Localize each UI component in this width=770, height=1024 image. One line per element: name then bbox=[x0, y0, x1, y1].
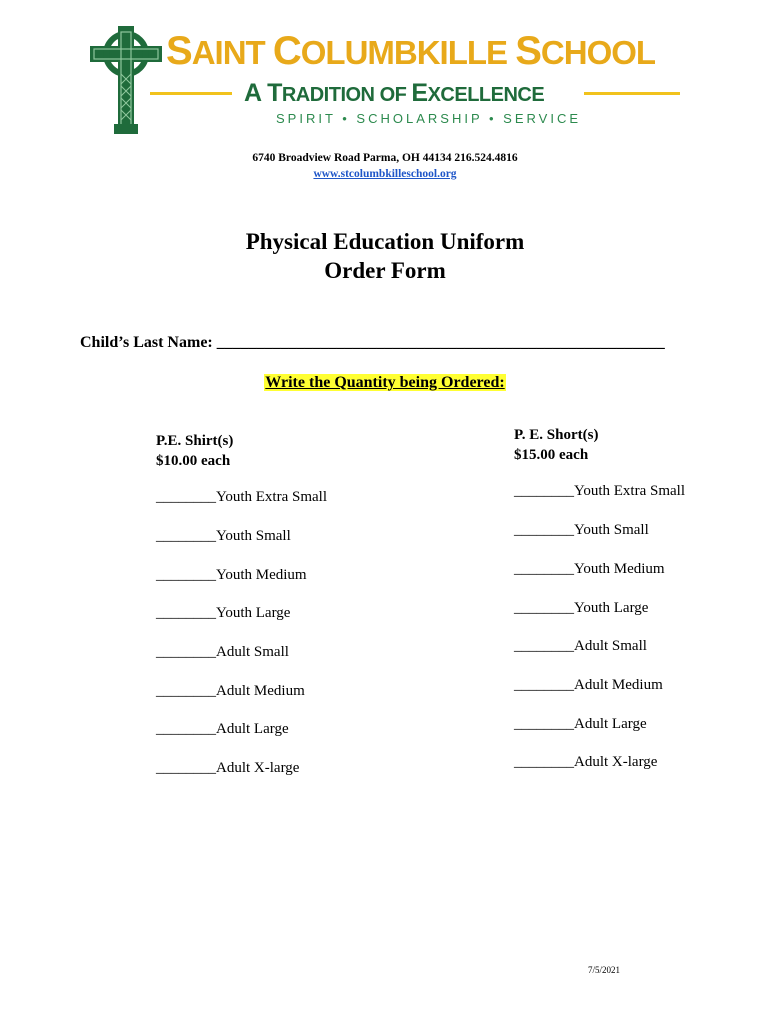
short-title: P. E. Short(s) bbox=[514, 427, 599, 443]
logo-rule-left bbox=[150, 92, 232, 95]
shirt-item-adult-xl[interactable]: ________Adult X-large bbox=[156, 760, 300, 776]
short-item-adult-l[interactable]: ________Adult Large bbox=[514, 716, 647, 732]
school-name: SAINT COLUMBKILLE SCHOOL bbox=[166, 29, 656, 73]
short-item-youth-l[interactable]: ________Youth Large bbox=[514, 600, 649, 616]
shirt-item-youth-s[interactable]: ________Youth Small bbox=[156, 528, 291, 544]
shirt-item-youth-l[interactable]: ________Youth Large bbox=[156, 605, 291, 621]
shirt-item-youth-m[interactable]: ________Youth Medium bbox=[156, 567, 307, 583]
form-date: 7/5/2021 bbox=[588, 965, 621, 975]
celtic-cross-icon bbox=[88, 24, 164, 136]
school-address: 6740 Broadview Road Parma, OH 44134 216.524.4816 bbox=[252, 152, 518, 164]
title-line-2: Order Form bbox=[324, 258, 446, 283]
short-item-adult-m[interactable]: ________Adult Medium bbox=[514, 677, 663, 693]
quantity-instruction: Write the Quantity being Ordered: bbox=[265, 374, 505, 391]
title-line-1: Physical Education Uniform bbox=[245, 229, 525, 254]
shirt-title: P.E. Shirt(s) bbox=[156, 433, 234, 449]
short-price: $15.00 each bbox=[514, 447, 589, 463]
short-item-adult-s[interactable]: ________Adult Small bbox=[514, 638, 647, 654]
page-title bbox=[0, 227, 770, 285]
logo-rule-right bbox=[584, 92, 680, 95]
short-item-youth-xs[interactable]: ________Youth Extra Small bbox=[514, 483, 685, 499]
school-website-link[interactable]: www.stcolumbkilleschool.org bbox=[313, 168, 457, 180]
school-motto: A TRADITION OF EXCELLENCE bbox=[244, 79, 545, 107]
short-item-adult-xl[interactable]: ________Adult X-large bbox=[514, 754, 658, 770]
school-tagline: SPIRIT • SCHOLARSHIP • SERVICE bbox=[276, 111, 582, 126]
shirt-item-adult-l[interactable]: ________Adult Large bbox=[156, 721, 289, 737]
shirt-item-adult-m[interactable]: ________Adult Medium bbox=[156, 683, 305, 699]
last-name-field[interactable]: Child’s Last Name: ________________________________________________________ bbox=[80, 334, 665, 351]
shirt-item-youth-xs[interactable]: ________Youth Extra Small bbox=[156, 489, 327, 505]
shirt-price: $10.00 each bbox=[156, 453, 231, 469]
short-item-youth-m[interactable]: ________Youth Medium bbox=[514, 561, 665, 577]
shirt-item-adult-s[interactable]: ________Adult Small bbox=[156, 644, 289, 660]
short-item-youth-s[interactable]: ________Youth Small bbox=[514, 522, 649, 538]
shirt-heading bbox=[156, 431, 233, 471]
short-heading bbox=[514, 425, 598, 465]
